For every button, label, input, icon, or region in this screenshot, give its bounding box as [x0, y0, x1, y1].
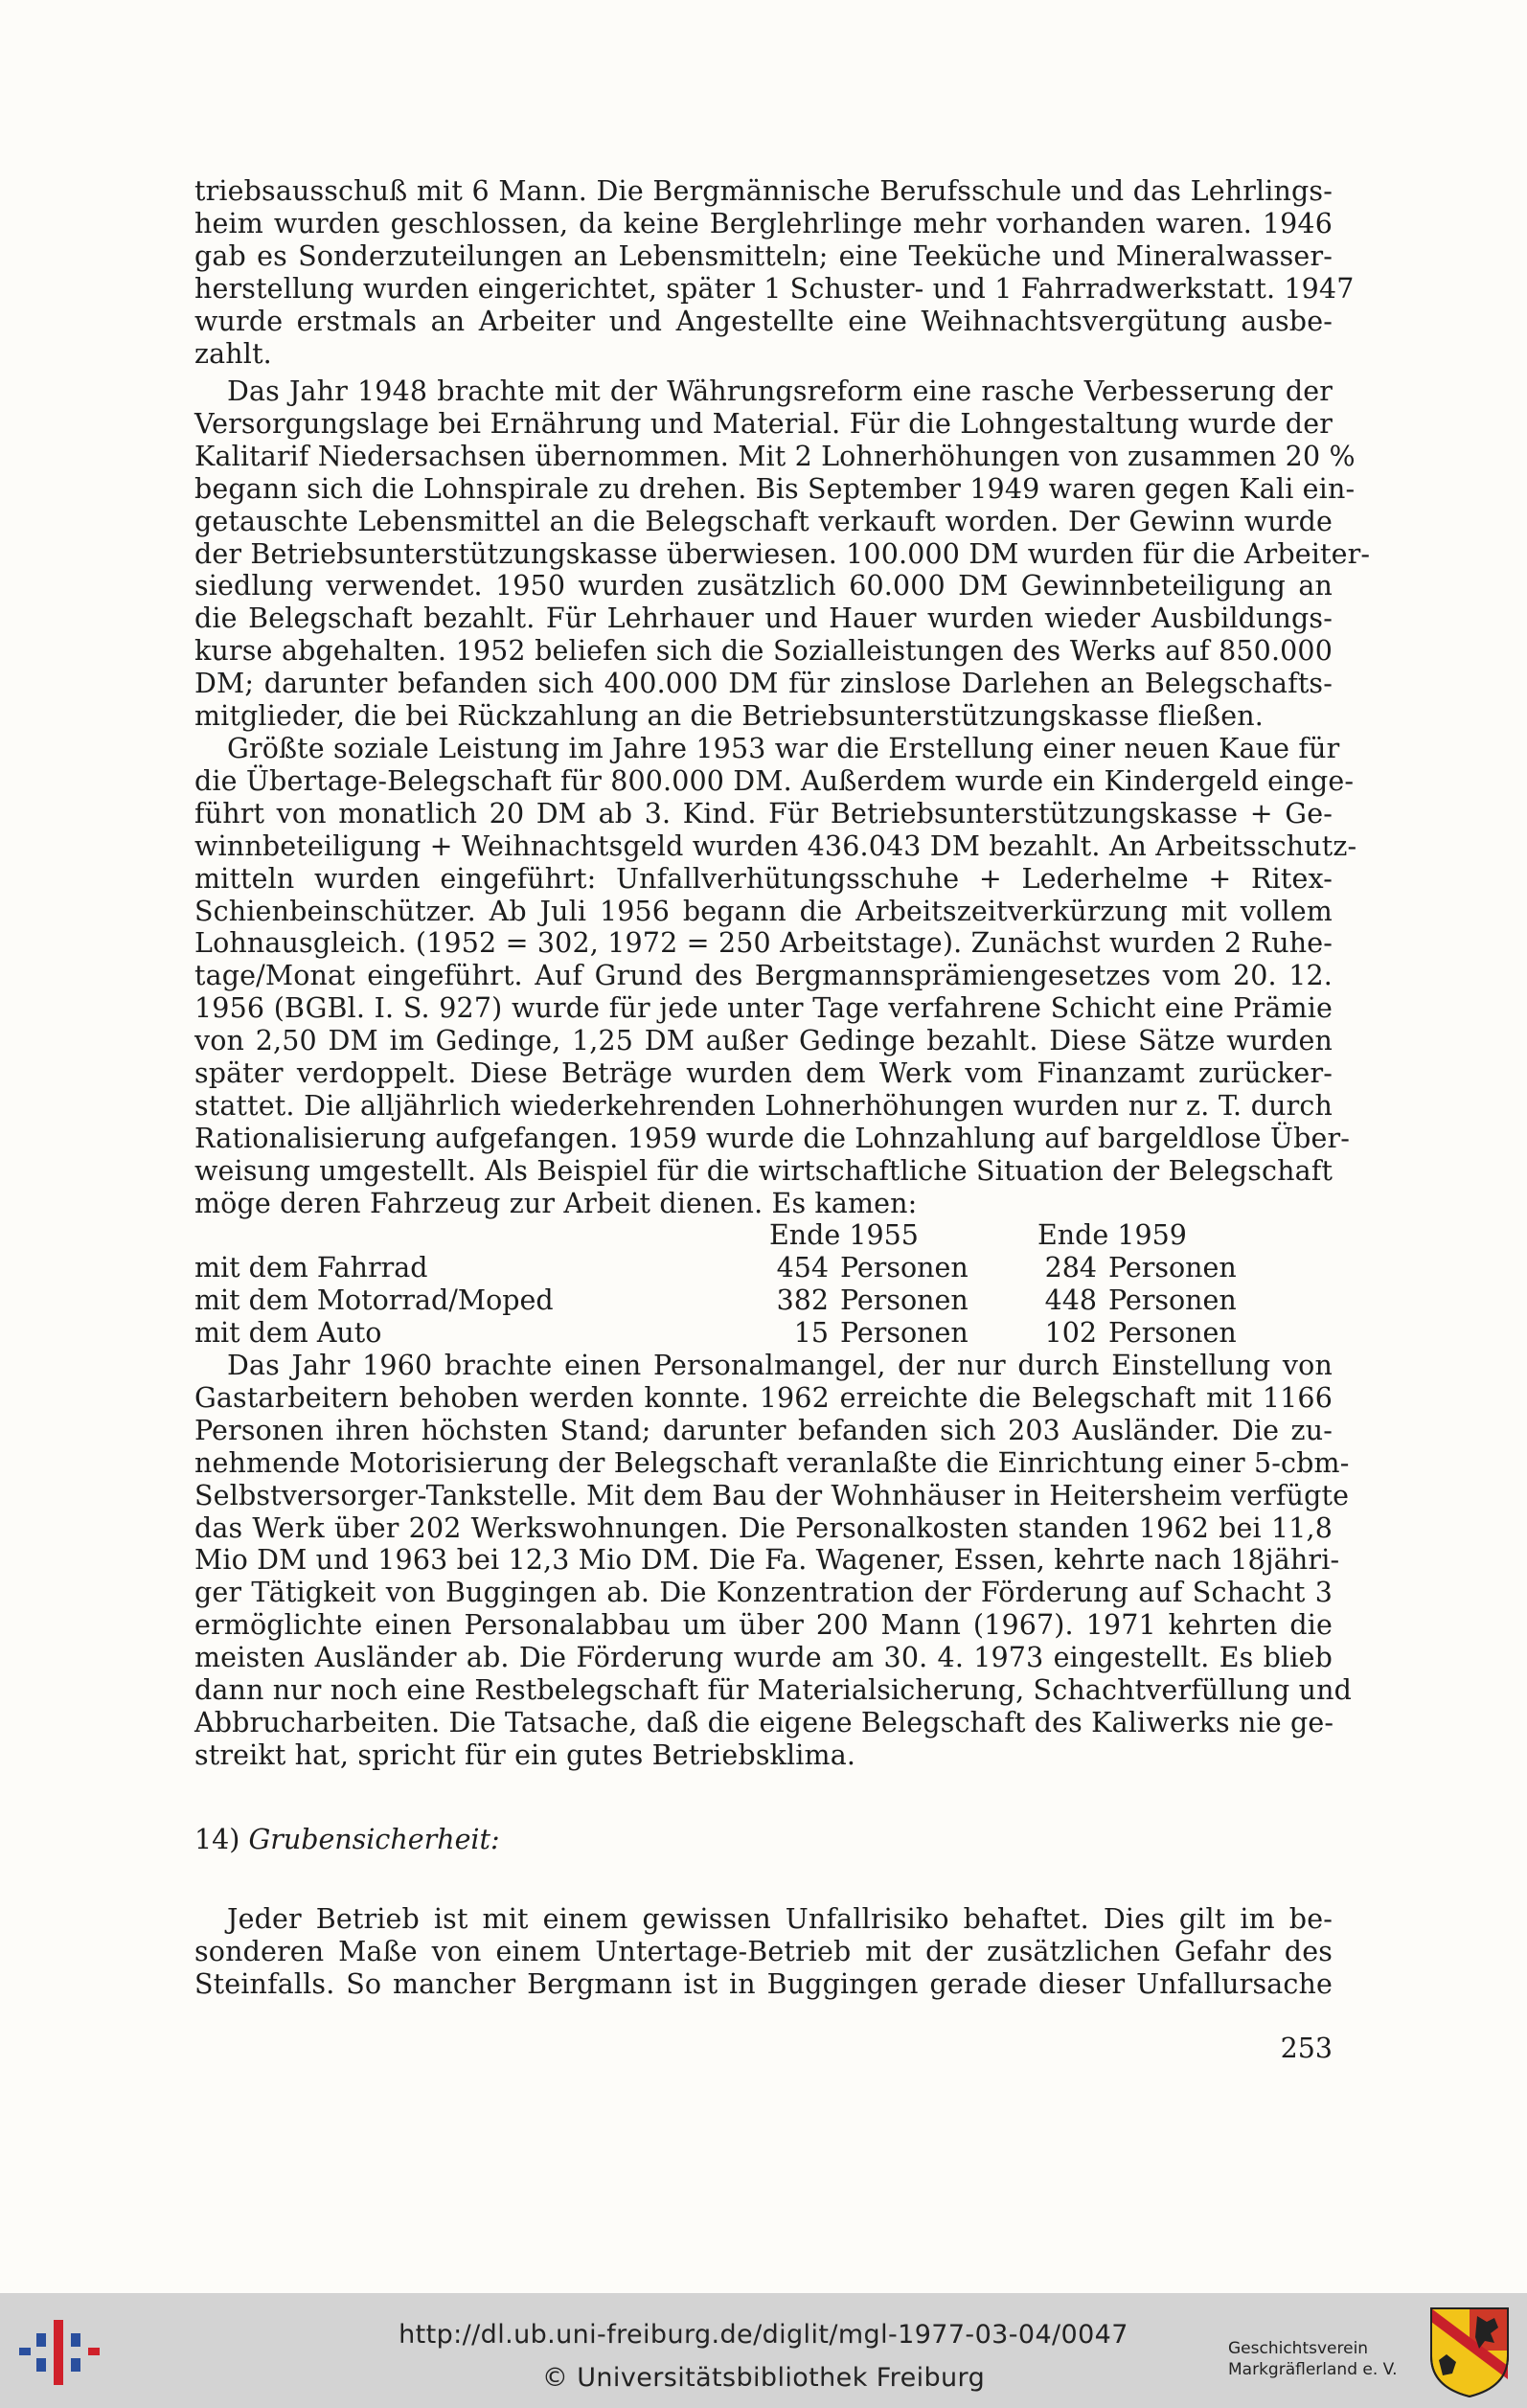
- text-line: die Übertage-Belegschaft für 800.000 DM. Außerdem wurde ein Kindergeld einge-: [194, 764, 1355, 797]
- text-line: Schienbeinschützer. Ab Juli 1956 begann die Arbeitszeitverkürzung mit vollem: [194, 895, 1333, 927]
- footer-bar: [0, 2293, 1527, 2408]
- source-url[interactable]: http://dl.ub.uni-freiburg.de/diglit/mgl-1977-03-04/0047: [399, 2320, 1128, 2350]
- text-line: von 2,50 DM im Gedinge, 1,25 DM außer Gedinge bezahlt. Diese Sätze wurden: [194, 1025, 1333, 1057]
- text-line: gab es Sonderzuteilungen an Lebensmitteln; eine Teeküche und Mineralwasser-: [194, 239, 1333, 272]
- text-line: heim wurden geschlossen, da keine Berglehrlinge mehr vorhanden waren. 1946: [194, 207, 1333, 239]
- text-line: tage/Monat eingeführt. Auf Grund des Bergmannsprämiengesetzes vom 20. 12.: [194, 960, 1333, 992]
- text-line: 1956 (BGBl. I. S. 927) wurde für jede unter Tage verfahrene Schicht eine Prämie: [194, 992, 1333, 1025]
- text-line: Größte soziale Leistung im Jahre 1953 war die Erstellung einer neuen Kaue für: [227, 733, 1340, 764]
- text-line: Kalitarif Niedersachsen übernommen. Mit 2 Lohnerhöhungen von zusammen 20 %: [194, 440, 1356, 472]
- text-line: siedlung verwendet. 1950 wurden zusätzlich 60.000 DM Gewinnbeteiligung an: [194, 570, 1333, 602]
- copyright-notice: © Universitätsbibliothek Freiburg: [541, 2363, 986, 2393]
- table-cell-unit: Personen: [1108, 1284, 1237, 1316]
- section-number: 14): [194, 1824, 240, 1855]
- text-line: Jeder Betrieb ist mit einem gewissen Unfallrisiko behaftet. Dies gilt im be-: [227, 1903, 1333, 1935]
- society-line: Geschichtsverein: [1228, 2339, 1369, 2358]
- table-row: [194, 1317, 1267, 1350]
- text-line: triebsausschuß mit 6 Mann. Die Bergmännische Berufsschule und das Lehrlings-: [194, 175, 1333, 207]
- table-row: [194, 1284, 1267, 1317]
- text-line: DM; darunter befanden sich 400.000 DM für zinslose Darlehen an Belegschafts-: [194, 668, 1333, 700]
- table-cell-unit: Personen: [840, 1316, 969, 1349]
- text-line: mitglieder, die bei Rückzahlung an die Betriebsunterstützungskasse fließen.: [194, 700, 1264, 733]
- text-line: die Belegschaft bezahlt. Für Lehrhauer und Hauer wurden wieder Ausbildungs-: [194, 602, 1333, 635]
- text-line: meisten Ausländer ab. Die Förderung wurde am 30. 4. 1973 eingestellt. Es blieb: [194, 1642, 1333, 1674]
- text-line: wurde erstmals an Arbeiter und Angestellte eine Weihnachtsvergütung ausbe-: [194, 305, 1333, 337]
- table-cell-value: 382: [776, 1284, 829, 1316]
- text-line: möge deren Fahrzeug zur Arbeit dienen. Es kamen:: [194, 1187, 918, 1219]
- text-line: Das Jahr 1948 brachte mit der Währungsreform eine rasche Verbesserung der: [227, 375, 1333, 407]
- text-line: herstellung wurden eingerichtet, später 1 Schuster- und 1 Fahrradwerkstatt. 1947: [194, 272, 1355, 305]
- text-line: das Werk über 202 Werkswohnungen. Die Personalkosten standen 1962 bei 11,8: [194, 1511, 1333, 1544]
- text-line: Lohnausgleich. (1952 = 302, 1972 = 250 Arbeitstage). Zunächst wurden 2 Ruhe-: [194, 927, 1333, 960]
- paragraph-4: [194, 1350, 1352, 1772]
- text-line: ermöglichte einen Personalabbau um über 200 Mann (1967). 1971 kehrten die: [194, 1609, 1333, 1642]
- table-row: [194, 1252, 1267, 1284]
- table-cell-value: 15: [793, 1316, 829, 1349]
- text-line: Personen ihren höchsten Stand; darunter befanden sich 203 Ausländer. Die zu-: [194, 1414, 1333, 1446]
- table-row-label: mit dem Motorrad/Moped: [194, 1284, 554, 1316]
- text-line: später verdoppelt. Diese Beträge wurden dem Werk vom Finanzamt zurücker-: [194, 1057, 1333, 1090]
- table-row-label: mit dem Auto: [194, 1316, 382, 1349]
- text-line: stattet. Die alljährlich wiederkehrenden Lohnerhöhungen wurden nur z. T. durch: [194, 1089, 1333, 1122]
- paragraph-1: [194, 175, 1355, 370]
- text-line: winnbeteiligung + Weihnachtsgeld wurden 436.043 DM bezahlt. An Arbeitsschutz-: [194, 829, 1357, 862]
- table-header-row: [194, 1219, 1267, 1252]
- text-line: dann nur noch eine Restbelegschaft für Materialsicherung, Schachtverfüllung und: [194, 1674, 1352, 1707]
- text-line: nehmende Motorisierung der Belegschaft veranlaßte die Einrichtung einer 5-cbm-: [194, 1446, 1350, 1479]
- text-line: führt von monatlich 20 DM ab 3. Kind. Für Betriebsunterstützungskasse + Ge-: [194, 797, 1333, 829]
- society-line: Markgräflerland e. V.: [1228, 2360, 1398, 2379]
- text-line: mitteln wurden eingeführt: Unfallverhütungsschuhe + Lederhelme + Ritex-: [194, 862, 1333, 895]
- text-line: sonderen Maße von einem Untertage-Betrieb mit der zusätzlichen Gefahr des: [194, 1935, 1333, 1967]
- table-cell-unit: Personen: [1108, 1251, 1237, 1284]
- text-line: Rationalisierung aufgefangen. 1959 wurde die Lohnzahlung auf bargeldlose Über-: [194, 1122, 1351, 1154]
- page-number: 253: [1280, 2033, 1333, 2064]
- paragraph-5: [194, 1903, 1333, 2001]
- text-line: der Betriebsunterstützungskasse überwiesen. 100.000 DM wurden für die Arbeiter-: [194, 537, 1371, 570]
- table-row-label: mit dem Fahrrad: [194, 1251, 428, 1284]
- text-line: Abbrucharbeiten. Die Tatsache, daß die eigene Belegschaft des Kaliwerks nie ge-: [194, 1706, 1334, 1738]
- text-line: getauschte Lebensmittel an die Belegschaft verkauft worden. Der Gewinn wurde: [194, 505, 1333, 537]
- text-line: streikt hat, spricht für ein gutes Betriebsklima.: [194, 1738, 856, 1771]
- text-line: Steinfalls. So mancher Bergmann ist in Buggingen gerade dieser Unfallursache: [194, 1967, 1333, 2000]
- text-line: Mio DM und 1963 bei 12,3 Mio DM. Die Fa. Wagener, Essen, kehrte nach 18jähri-: [194, 1544, 1340, 1577]
- paragraph-3: [194, 733, 1357, 1220]
- paragraph-2: [194, 375, 1371, 733]
- table-header-1955: Ende 1955: [769, 1219, 919, 1251]
- table-cell-unit: Personen: [840, 1251, 969, 1284]
- text-line: begann sich die Lohnspirale zu drehen. Bis September 1949 waren gegen Kali ein-: [194, 472, 1356, 505]
- text-line: zahlt.: [194, 337, 272, 370]
- text-line: weisung umgestellt. Als Beispiel für die wirtschaftliche Situation der Belegschaft: [194, 1154, 1333, 1187]
- table-cell-value: 454: [776, 1251, 829, 1284]
- vehicle-table: [194, 1219, 1267, 1350]
- text-line: Versorgungslage bei Ernährung und Material. Für die Lohngestaltung wurde der: [194, 407, 1333, 440]
- section-heading: [194, 1824, 500, 1856]
- table-cell-unit: Personen: [1108, 1316, 1237, 1349]
- section-title: Grubensicherheit:: [248, 1824, 500, 1855]
- table-cell-unit: Personen: [840, 1284, 969, 1316]
- text-line: kurse abgehalten. 1952 beliefen sich die Sozialleistungen des Werks auf 850.000: [194, 635, 1333, 668]
- society-name: [1228, 2338, 1398, 2380]
- table-cell-value: 102: [1044, 1316, 1097, 1349]
- text-line: Das Jahr 1960 brachte einen Personalmangel, der nur durch Einstellung von: [227, 1350, 1333, 1381]
- coat-of-arms-icon[interactable]: [1429, 2306, 1510, 2398]
- table-header-1959: Ende 1959: [1037, 1219, 1187, 1251]
- text-line: ger Tätigkeit von Buggingen ab. Die Konzentration der Förderung auf Schacht 3: [194, 1577, 1333, 1609]
- table-cell-value: 284: [1044, 1251, 1097, 1284]
- text-line: Selbstversorger-Tankstelle. Mit dem Bau der Wohnhäuser in Heitersheim verfügte: [194, 1479, 1350, 1511]
- table-cell-value: 448: [1044, 1284, 1097, 1316]
- text-line: Gastarbeitern behoben werden konnte. 1962 erreichte die Belegschaft mit 1166: [194, 1381, 1333, 1414]
